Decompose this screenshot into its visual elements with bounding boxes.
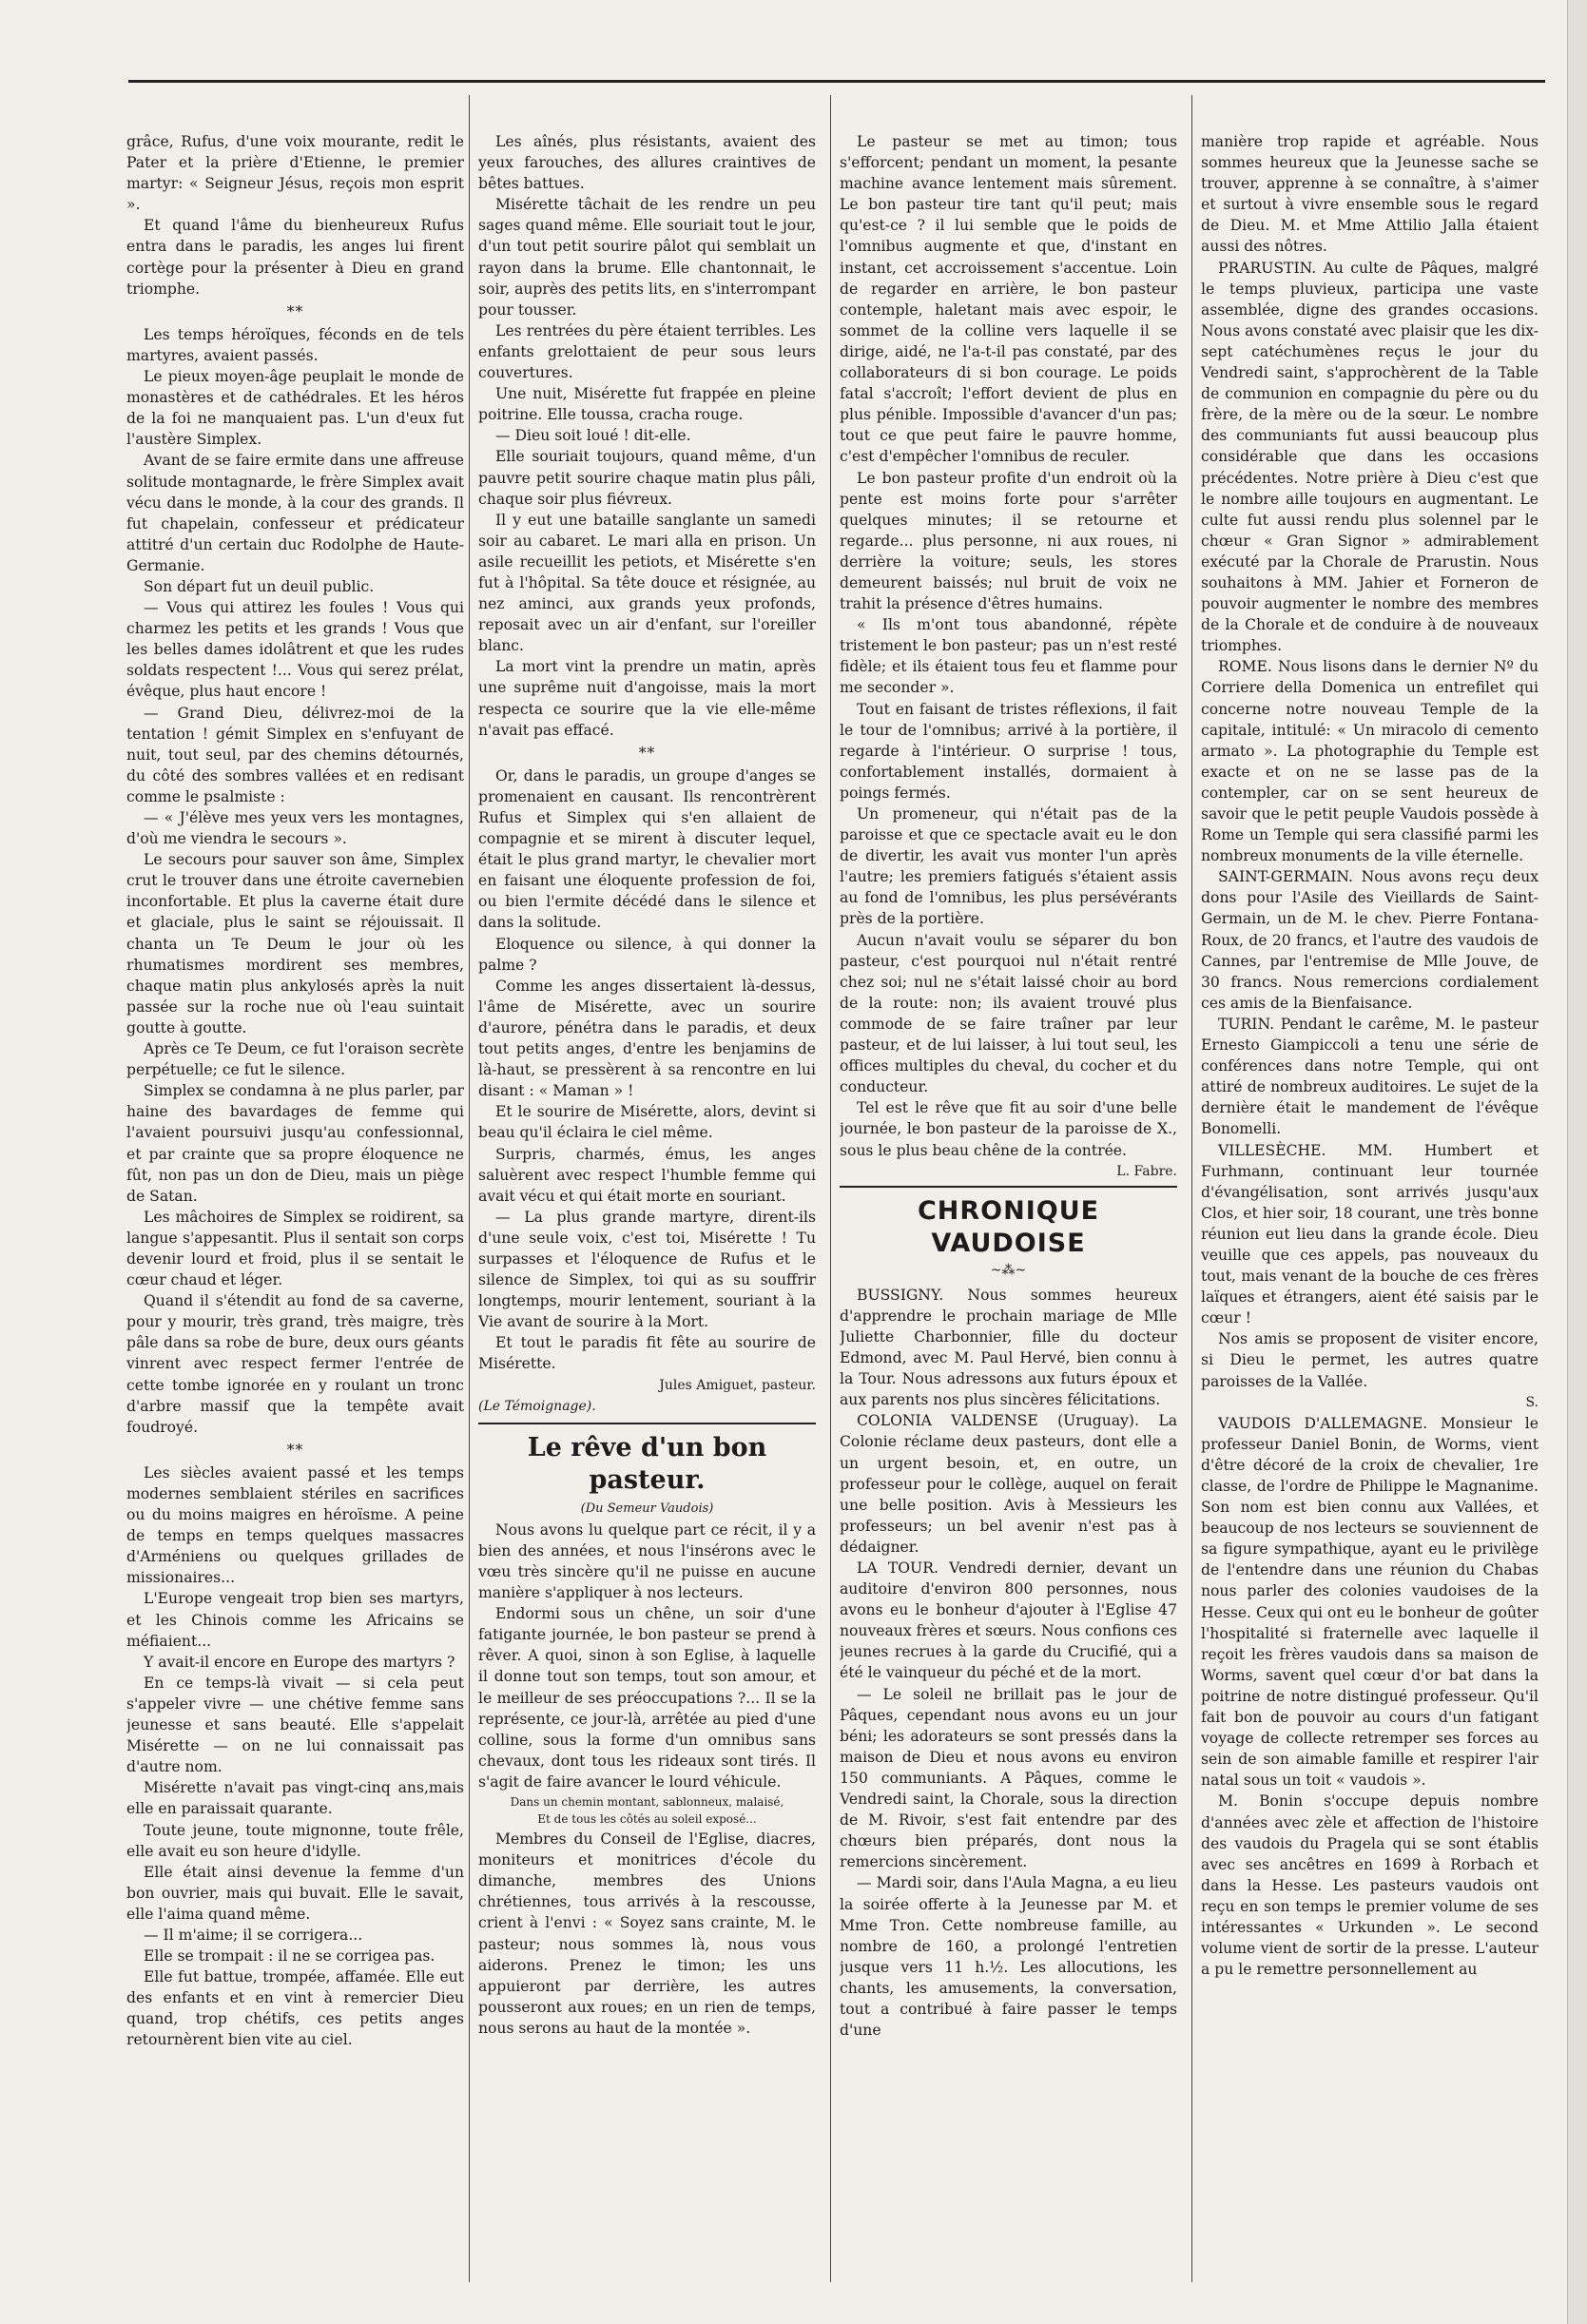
paragraph: Et quand l'âme du bienheureux Rufus entra dans le paradis, les anges lui firent cortège pour la présenter à Dieu en grand triomphe. bbox=[126, 217, 464, 298]
author-signature: L. Fabre. bbox=[1116, 1163, 1177, 1179]
paragraph: Elle fut battue, trompée, affamée. Elle eut des enfants et en vint à remercier Dieu quand, trop chétifs, ces petits anges retournèrent bien vite au ciel. bbox=[126, 1968, 464, 2049]
paragraph: Un promeneur, qui n'était pas de la paroisse et que ce spectacle avait eu le don de divertir, les avait vus monter l'un après l'autre; les premiers fatigués s'étaient assis au fond de l'omnibus, les plus persévérants près de la portière. bbox=[840, 805, 1177, 928]
paragraph: Nos amis se proposent de visiter encore, si Dieu le permet, les autres quatre paroisses de la Vallée. bbox=[1201, 1330, 1539, 1390]
source-citation: (Le Témoignage). bbox=[478, 1398, 596, 1414]
source-citation: (Du Semeur Vaudois) bbox=[580, 1501, 714, 1516]
paragraph: Endormi sous un chêne, un soir d'une fatigante journée, le bon pasteur se prend à rêver. A quoi, sinon à son Eglise, à laquelle il donne tout son temps, tout son amour, et le meilleur de ses préoccupations ?... Il se la représente, ce jour-là, arrêtée au pied d'une colline, sous la forme d'un omnibus sans chevaux, dont tous les rideaux sont tirés. Il s'agit de faire avancer le lourd véhicule. bbox=[478, 1605, 816, 1791]
paragraph: Les temps héroïques, féconds en de tels martyres, avaient passés. bbox=[126, 325, 464, 364]
paragraph: Il y eut une bataille sanglante un samedi soir au cabaret. Le mari alla en prison. Un asile recueillit les petiots, et Misérette s'en fut à l'hôpital. Sa tête douce et résignée, au nez aminci, aux grands yeux profonds, reposait avec un air d'enfant, sur l'oreiller blanc. bbox=[478, 511, 816, 655]
paragraph: Les siècles avaient passé et les temps modernes semblaient stériles en sacrifices ou du moins maigres en héroïsme. A peine de temps en temps quelques massacres d'Arméniens ou quelques grillades de missionaires... bbox=[126, 1463, 464, 1587]
paragraph: Et le sourire de Misérette, alors, devint si beau qu'il éclaira le ciel même. bbox=[478, 1103, 816, 1142]
paragraph: Les mâchoires de Simplex se roidirent, sa langue s'appesantit. Plus il sentait son corps devenir lourd et froid, plus il se sentait le cœur chaud et léger. bbox=[126, 1208, 464, 1289]
paragraph: — « J'élève mes yeux vers les montagnes, d'où me viendra le secours ». bbox=[126, 809, 464, 848]
paragraph: Après ce Te Deum, ce fut l'oraison secrète perpétuelle; ce fut le silence. bbox=[126, 1040, 464, 1079]
paragraph: Le pasteur se met au timon; tous s'efforcent; pendant un moment, la pesante machine avance lentement mais sûrement. Le bon pasteur tire tant qu'il peut; mais qu'est-ce ? il lui semble que le poids de l'omnibus augmente et que, d'instant en instant, cet accroissement s'accentue. Loin de regarder en arrière, le bon pasteur contemple, haletant mais avec espoir, le sommet de la colline vers laquelle il se dirige, aidé, ne l'a-t-il pas constaté, par des collaborateurs di si bon courage. Le poids fatal s'accroît; l'effort devient de plus en plus pénible. Impossible d'avancer d'un pas; tout ce que peut faire le pauvre homme, c'est d'empêcher l'omnibus de reculer. bbox=[840, 133, 1177, 466]
ornament-divider: ~⁂~ bbox=[990, 1262, 1027, 1278]
paragraph: Une nuit, Misérette fut frappée en pleine poitrine. Elle toussa, cracha rouge. bbox=[478, 385, 816, 424]
paragraph: « Ils m'ont tous abandonné, répète tristement le bon pasteur; pas un n'est resté fidèle; et ils étaient tous feu et flamme pour me seconder ». bbox=[840, 616, 1177, 697]
column-rule bbox=[830, 95, 831, 2282]
paragraph: — Il m'aime; il se corrigera... bbox=[144, 1926, 363, 1944]
paragraph: VILLESÈCHE. MM. Humbert et Furhmann, continuant leur tournée d'évangélisation, sont arrivés jusqu'aux Clos, et hier soir, 18 courant, une très bonne réunion eut lieu dans la grande école. Dieu veuille que ces appels, pas nouveaux du tout, mais venant de la bouche de ces frères laïques et étrangers, aient été saisis par le cœur ! bbox=[1201, 1141, 1539, 1327]
paragraph: Elle se trompait : il ne se corrigea pas. bbox=[144, 1947, 435, 1966]
article-title: Le rêve d'un bon pasteur. bbox=[478, 1423, 816, 1497]
paragraph: Or, dans le paradis, un groupe d'anges se promenaient en causant. Ils rencontrèrent Rufus et Simplex qui s'en allaient de compagnie et se mirent à discuter lequel, était le plus grand martyr, le chevalier mort en faisant une éloquente profession de foi, ou bien l'ermite décédé dans le silence et dans la solitude. bbox=[478, 766, 816, 932]
paragraph: Et tout le paradis fit fête au sourire de Misérette. bbox=[478, 1334, 816, 1373]
paragraph: Les rentrées du père étaient terribles. Les enfants grelottaient de peur sous leurs couvertures. bbox=[478, 321, 816, 382]
paragraph: L'Europe vengeait trop bien ses martyrs, et les Chinois comme les Africains se méfiaient... bbox=[126, 1590, 464, 1650]
paragraph: Aucun n'avait voulu se séparer du bon pasteur, c'est pourquoi nul n'était rentré chez soi; nul ne s'était laissé choir au bord de la route: non; ils avaient trouvé plus commode de se faire traîner par leur pasteur, et de lui laisser, à lui tout seul, les offices multiples du cheval, du cocher et du conducteur. bbox=[840, 931, 1177, 1096]
paragraph: Elle souriait toujours, quand même, d'un pauvre petit sourire chaque matin plus pâli, chaque soir plus fiévreux. bbox=[478, 448, 816, 508]
paragraph: — Grand Dieu, délivrez-moi de la tentation ! gémit Simplex en s'enfuyant de nuit, tout seul, par des chemins détournés, du côté des sombres vallées et en redisant comme le psalmiste : bbox=[126, 704, 464, 805]
paragraph: Tel est le rêve que fit au soir d'une belle journée, le bon pasteur de la paroisse de X., sous le plus beau chêne de la contrée. bbox=[840, 1099, 1177, 1159]
column-4 bbox=[1201, 131, 1539, 2299]
column-1 bbox=[126, 131, 464, 2299]
top-rule bbox=[128, 80, 1545, 83]
asterism: ** bbox=[638, 744, 656, 762]
author-signature: S. bbox=[1525, 1394, 1539, 1410]
paragraph: — Mardi soir, dans l'Aula Magna, a eu lieu la soirée offerte à la Jeunesse par M. et Mme Tron. Cette nombreuse famille, au nombre de 160, a prolongé l'entretien jusque vers 11 h.½. Les allocutions, les chants, les amusements, la conversation, tout a contribué à faire passer le temps d'une bbox=[840, 1874, 1177, 2040]
paragraph: Le pieux moyen-âge peuplait le monde de monastères et de cathédrales. Et les héros de la foi ne manquaient pas. L'un d'eux fut l'austère Simplex. bbox=[126, 368, 464, 449]
column-rule bbox=[1191, 95, 1192, 2282]
paragraph: VAUDOIS D'ALLEMAGNE. Monsieur le professeur Daniel Bonin, de Worms, vient d'être décoré de la croix de chevalier, 1re classe, de l'ordre de Philippe le Magnanime. Son nom est bien connu aux Vallées, et beaucoup de nos lecteurs se souviennent de sa figure sympathique, ayant eu le privilège de l'entendre dans une réunion du Chabas nous parler des colonies vaudoises de la Hesse. Ceux qui ont eu le bonheur de goûter l'hospitalité si fraternelle avec laquelle il reçoit les frères vaudois dans sa maison de Worms, savent quel cœur d'or bat dans la poitrine de notre distingué professeur. Qu'il fait bon de pouvoir au cours d'un fatigant voyage de collecte retremper ses forces au sein de son aimable famille et respirer l'air natal sous un toit « vaudois ». bbox=[1201, 1414, 1539, 1790]
paragraph: Eloquence ou silence, à qui donner la palme ? bbox=[478, 935, 816, 974]
paragraph: Toute jeune, toute mignonne, toute frêle, elle avait eu son heure d'idylle. bbox=[126, 1821, 464, 1860]
paragraph: — Dieu soit loué ! dit-elle. bbox=[495, 427, 691, 445]
paragraph: grâce, Rufus, d'une voix mourante, redit le Pater et la prière d'Etienne, le premier martyr: « Seigneur Jésus, reçois mon esprit ». bbox=[126, 133, 464, 214]
paragraph: — Le soleil ne brillait pas le jour de Pâques, cependant nous avons eu un jour béni; les adorateurs se sont pressés dans la maison de Dieu et nous avons eu environ 150 communiants. A Pâques, comme le Vendredi saint, la Chorale, sous la direction de M. Rivoir, s'est fait entendre par des chœurs bien préparés, dont nous la remercions sincèrement. bbox=[840, 1685, 1177, 1871]
paragraph: Misérette n'avait pas vingt-cinq ans,mais elle en paraissait quarante. bbox=[126, 1779, 464, 1818]
column-rule bbox=[469, 95, 470, 2282]
paragraph: Les aînés, plus résistants, avaient des yeux farouches, des allures craintives de bêtes battues. bbox=[478, 133, 816, 193]
paragraph: BUSSIGNY. Nous sommes heureux d'apprendre le prochain mariage de Mlle Juliette Charbonnier, fille du docteur Edmond, avec M. Paul Hervé, bien connu à la Tour. Nous adressons aux futurs époux et aux parents nos plus sincères félicitations. bbox=[840, 1286, 1177, 1409]
paragraph: Simplex se condamna à ne plus parler, par haine des bavardages de femme qui l'avaient poursuivi jusqu'au confessionnal, et par crainte que sa propre éloquence ne fût, non pas un don de Dieu, mais un piège de Satan. bbox=[126, 1082, 464, 1205]
paragraph: manière trop rapide et agréable. Nous sommes heureux que la Jeunesse sache se trouver, apprenne à se connaître, à s'aimer et surtout à vivre ensemble sous le regard de Dieu. M. et Mme Attilio Jalla étaient aussi des nôtres. bbox=[1201, 133, 1539, 256]
paragraph: COLONIA VALDENSE (Uruguay). La Colonie réclame deux pasteurs, dont elle a un urgent besoin, et, en outre, un professeur pour le collège, auquel on ferait une belle position. Avis à Messieurs les professeurs; un bel avenir n'est pas à dédaigner. bbox=[840, 1412, 1177, 1556]
paragraph: SAINT-GERMAIN. Nous avons reçu deux dons pour l'Asile des Vieillards de Saint-Germain, un de M. le chev. Pierre Fontana-Roux, de 20 francs, et l'autre des vaudois de Cannes, par l'entremise de Mlle Jouve, de 30 francs. Nous remercions cordialement ces amis de la Bienfaisance. bbox=[1201, 868, 1539, 1012]
paragraph: Son départ fut un deuil public. bbox=[144, 577, 375, 595]
paragraph: Tout en faisant de tristes réflexions, il fait le tour de l'omnibus; arrivé à la portière, il regarde à l'intérieur. O surprise ! tous, confortablement installés, dormaient à poings fermés. bbox=[840, 700, 1177, 802]
paragraph: Quand il s'étendit au fond de sa caverne, pour y mourir, très grand, très maigre, très pâle dans sa robe de bure, deux ours géants vinrent avec respect fermer l'entrée de cette tombe ignorée en y roulant un tronc d'arbre massif que la tempête avait foudroyé. bbox=[126, 1292, 464, 1436]
paragraph: PRARUSTIN. Au culte de Pâques, malgré le temps pluvieux, participa une vaste assemblée, digne des grandes occasions. Nous avons constaté avec plaisir que les dix-sept catéchumènes reçus le jour du Vendredi saint, s'approchèrent de la Table de communion en compagnie du père ou du frère, de la mère ou de la sœur. Le nombre des communiants fut aussi beaucoup plus considérable que dans les occasions précédentes. Notre prière à Dieu c'est que le nombre aille toujours en augmentant. Le culte fut aussi rendu plus solennel par le chœur « Gran Signor » admirablement exécuté par la Chorale de Prarustin. Nous souhaitons à MM. Jahier et Forneron de pouvoir augmenter le nombre des membres de la Chorale et de conduire à de nouveaux triomphes. bbox=[1201, 259, 1539, 655]
paragraph: Comme les anges dissertaient là-dessus, l'âme de Misérette, avec un sourire d'aurore, pénétra dans le paradis, et deux tout petits anges, d'entre les benjamins de là-haut, se pressèrent à sa rencontre en lui disant : « Maman » ! bbox=[478, 977, 816, 1100]
asterism: ** bbox=[286, 1441, 304, 1459]
paragraph: — Vous qui attirez les foules ! Vous qui charmez les petits et les grands ! Vous que les belles dames idolâtrent et que les rudes soldats respectent !... Vous qui serez prélat, évêque, plus haut encore ! bbox=[126, 599, 464, 701]
paragraph: Nous avons lu quelque part ce récit, il y a bien des années, et nous l'insérons avec le vœu très sincère qu'il ne puisse en aucune manière s'appliquer à nos lecteurs. bbox=[478, 1520, 816, 1602]
paragraph: Membres du Conseil de l'Eglise, diacres, moniteurs et monitrices d'école du dimanche, membres des Unions chrétiennes, tous arrivés à la rescousse, crient à l'envi : « Soyez sans crainte, M. le pasteur; nous sommes là, nous vous aiderons. Prenez le timon; les uns appuieront par derrière, les autres pousseront aux roues; en un rien de temps, nous serons au haut de la montée ». bbox=[478, 1830, 816, 2037]
section-heading: CHRONIQUE VAUDOISE bbox=[840, 1186, 1177, 1260]
verse-quote: Dans un chemin montant, sablonneux, malaisé, bbox=[510, 1795, 784, 1810]
verse-quote: Et de tous les côtés au soleil exposé... bbox=[537, 1812, 757, 1827]
paragraph: ROME. Nous lisons dans le dernier Nº du Corriere della Domenica un entrefilet qui concerne notre nouveau Temple de la capitale, intitulé: « Un miracolo di cemento armato ». La photographie du Temple est exacte et on ne se lasse pas de la contempler, car on se sent heureux de savoir que le petit peuple Vaudois possède à Rome un Temple qui sera classifié parmi les nombreux monuments de la ville éternelle. bbox=[1201, 658, 1539, 865]
paragraph: Avant de se faire ermite dans une affreuse solitude montagnarde, le frère Simplex avait vécu dans le monde, à la cour des grands. Il fut chapelain, confesseur et prédicateur attitré d'un certain duc Rodolphe de Haute-Germanie. bbox=[126, 452, 464, 574]
paragraph: Le bon pasteur profite d'un endroit où la pente est moins forte pour s'arrêter quelques minutes; il se retourne et regarde... plus personne, ni aux roues, ni derrière la voiture; seuls, les stores demeurent baissés; nul bruit de voix ne trahit la présence d'êtres humains. bbox=[840, 469, 1177, 613]
paragraph: Misérette tâchait de les rendre un peu sages quand même. Elle souriait tout le jour, d'un tout petit sourire pâlot qui semblait un rayon dans la brume. Elle chantonnait, le soir, auprès des petits lits, en s'interrompant pour tousser. bbox=[478, 196, 816, 319]
page-edge bbox=[1567, 0, 1587, 2324]
paragraph: Elle était ainsi devenue la femme d'un bon ouvrier, mais qui buvait. Elle le savait, elle l'aima quand même. bbox=[126, 1863, 464, 1923]
paragraph: Le secours pour sauver son âme, Simplex crut le trouver dans une étroite cavernebien inconfortable. Et plus la caverne était dure et glaciale, plus le saint se réjouissait. Il chanta un Te Deum le jour où les rhumatismes mordirent ses membres, chaque matin plus ankylosés après la nuit passée sur la roche nue où l'eau suintait goutte à goutte. bbox=[126, 851, 464, 1036]
author-signature: Jules Amiguet, pasteur. bbox=[659, 1377, 816, 1393]
paragraph: M. Bonin s'occupe depuis nombre d'années avec zèle et affection de l'histoire des vaudois du Pragela qui se sont établis avec ses ancêtres en 1699 à Rorbach et dans la Hesse. Les pasteurs vaudois ont reçu en son temps le premier volume de ses intéressantes « Urkunden ». Le second volume vient de sortir de la presse. L'auteur a pu le remettre personnellement au bbox=[1201, 1792, 1539, 1979]
column-2 bbox=[478, 131, 816, 2299]
paragraph: — La plus grande martyre, dirent-ils d'une seule voix, c'est toi, Misérette ! Tu surpasses et l'éloquence de Rufus et le silence de Simplex, toi qui as su souffrir longtemps, mourir lentement, souriant à la Vie avant de sourire à la Mort. bbox=[478, 1208, 816, 1331]
paragraph: Y avait-il encore en Europe des martyrs ? bbox=[144, 1653, 455, 1671]
paragraph: TURIN. Pendant le carême, M. le pasteur Ernesto Giampiccoli a tenu une série de conférences dans notre Temple, qui ont attiré de nombreux auditoires. Le sujet de la dernière était le mandement de l'évêque Bonomelli. bbox=[1201, 1015, 1539, 1138]
column-3 bbox=[840, 131, 1177, 2299]
paragraph: La mort vint la prendre un matin, après une suprême nuit d'angoisse, mais la mort respecta ce sourire que la vie elle-même n'avait pas effacé. bbox=[478, 658, 816, 739]
paragraph: Surpris, charmés, émus, les anges saluèrent avec respect l'humble femme qui avait vécu et qui était morte en souriant. bbox=[478, 1145, 816, 1205]
paragraph: En ce temps-là vivait — si cela peut s'appeler vivre — une chétive femme sans jeunesse et sans beauté. Elle s'appelait Misérette — on ne lui connaissait pas d'autre nom. bbox=[126, 1674, 464, 1776]
paragraph: LA TOUR. Vendredi dernier, devant un auditoire d'environ 800 personnes, nous avons eu le bonheur d'ajouter à l'Eglise 47 nouveaux frères et sœurs. Nous confions ces jeunes recrues à la garde du Crucifié, qui a été le vainqueur du péché et de la mort. bbox=[840, 1559, 1177, 1682]
asterism: ** bbox=[286, 302, 304, 320]
